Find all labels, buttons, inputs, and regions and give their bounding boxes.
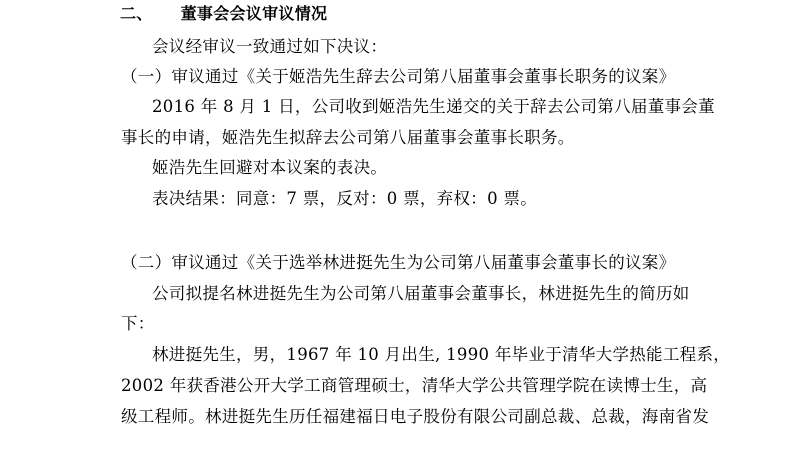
item1-paragraph-line1: 2016 年 8 月 1 日，公司收到姬浩先生递交的关于辞去公司第八届董事会董: [152, 97, 715, 116]
intro-text: 会议经审议一致通过如下决议：: [152, 37, 388, 56]
item1-paragraph-line2: 事长的申请，姬浩先生拟辞去公司第八届董事会董事长职务。: [121, 128, 575, 147]
item1-heading: （一）审议通过《关于姬浩先生辞去公司第八届董事会董事长职务的议案》: [121, 67, 676, 86]
section-title: 董事会会议审议情况: [180, 4, 328, 23]
item2-bio-line1: 林进挺先生，男，1967 年 10 月出生, 1990 年毕业于清华大学热能工程系，: [152, 345, 731, 364]
item2-heading: （二）审议通过《关于选举林进挺先生为公司第八届董事会董事长的议案》: [121, 253, 676, 272]
item1-vote-result: 表决结果：同意：7 票，反对：0 票，弃权：0 票。: [152, 189, 538, 208]
item2-paragraph-line2: 下：: [121, 314, 155, 333]
item1-recusal: 姬浩先生回避对本议案的表决。: [152, 158, 388, 177]
section-heading: [120, 4, 327, 24]
item2-bio-line3: 级工程师。林进挺先生历任福建福日电子股份有限公司副总裁、总裁，海南省发: [121, 407, 709, 426]
section-number: 二、: [120, 4, 153, 23]
item2-bio-line2: 2002 年获香港公开大学工商管理硕士，清华大学公共管理学院在读博士生，高: [121, 376, 708, 395]
item2-paragraph-line1: 公司拟提名林进挺先生为公司第八届董事会董事长，林进挺先生的简历如: [152, 284, 690, 303]
